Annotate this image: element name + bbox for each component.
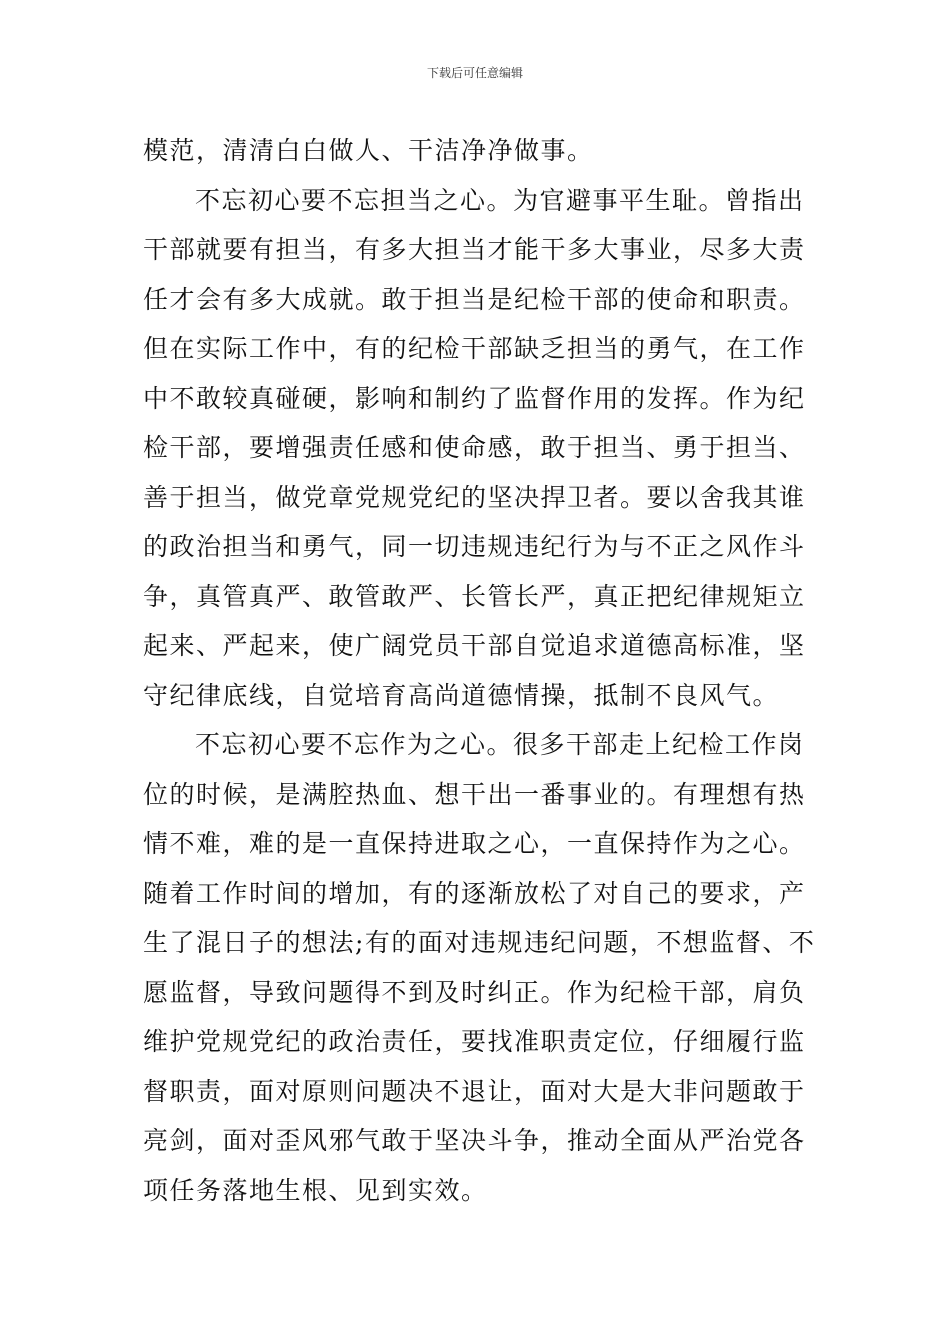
text-line: 善于担当，做党章党规党纪的坚决捍卫者。要以舍我其谁 bbox=[143, 482, 806, 512]
paragraph-start-line: 不忘初心要不忘担当之心。为官避事平生耻。曾指出 bbox=[195, 185, 805, 215]
text-line: 中不敢较真碰硬，影响和制约了监督作用的发挥。作为纪 bbox=[143, 383, 806, 413]
text-line: 亮剑，面对歪风邪气敢于坚决斗争，推动全面从严治党各 bbox=[143, 1126, 806, 1155]
text-line: 争，真管真严、敢管敢严、长管长严，真正把纪律规矩立 bbox=[143, 581, 806, 611]
text-line: 模范，清清白白做人、干洁净净做事。 bbox=[143, 136, 594, 165]
paragraph-start-line: 不忘初心要不忘作为之心。很多干部走上纪检工作岗 bbox=[195, 730, 805, 759]
text-line: 督职责，面对原则问题决不退让，面对大是大非问题敢于 bbox=[143, 1076, 806, 1106]
text-line: 干部就要有担当，有多大担当才能干多大事业，尽多大责 bbox=[143, 235, 806, 264]
text-line: 位的时候，是满腔热血、想干出一番事业的。有理想有热 bbox=[143, 779, 806, 809]
text-line: 维护党规党纪的政治责任，要找准职责定位，仔细履行监 bbox=[143, 1027, 806, 1056]
text-line: 起来、严起来，使广阔党员干部自觉追求道德高标准，坚 bbox=[143, 631, 806, 660]
text-line: 守纪律底线，自觉培育高尚道德情操，抵制不良风气。 bbox=[143, 680, 780, 710]
text-line: 随着工作时间的增加，有的逐渐放松了对自己的要求，产 bbox=[143, 878, 806, 908]
text-line: 但在实际工作中，有的纪检干部缺乏担当的勇气，在工作 bbox=[143, 334, 806, 363]
page-header: 下载后可任意编辑 bbox=[426, 66, 523, 80]
text-line: 生了混日子的想法;有的面对违规违纪问题，不想监督、不 bbox=[143, 928, 816, 957]
text-line: 的政治担当和勇气，同一切违规违纪行为与不正之风作斗 bbox=[143, 532, 806, 561]
text-line: 愿监督，导致问题得不到及时纠正。作为纪检干部，肩负 bbox=[143, 977, 806, 1007]
text-line: 检干部，要增强责任感和使命感，敢于担当、勇于担当、 bbox=[143, 433, 806, 462]
text-line: 任才会有多大成就。敢于担当是纪检干部的使命和职责。 bbox=[143, 284, 806, 314]
text-line: 项任务落地生根、见到实效。 bbox=[143, 1175, 488, 1205]
document-body bbox=[143, 126, 816, 1215]
text-line: 情不难，难的是一直保持进取之心，一直保持作为之心。 bbox=[143, 829, 806, 858]
